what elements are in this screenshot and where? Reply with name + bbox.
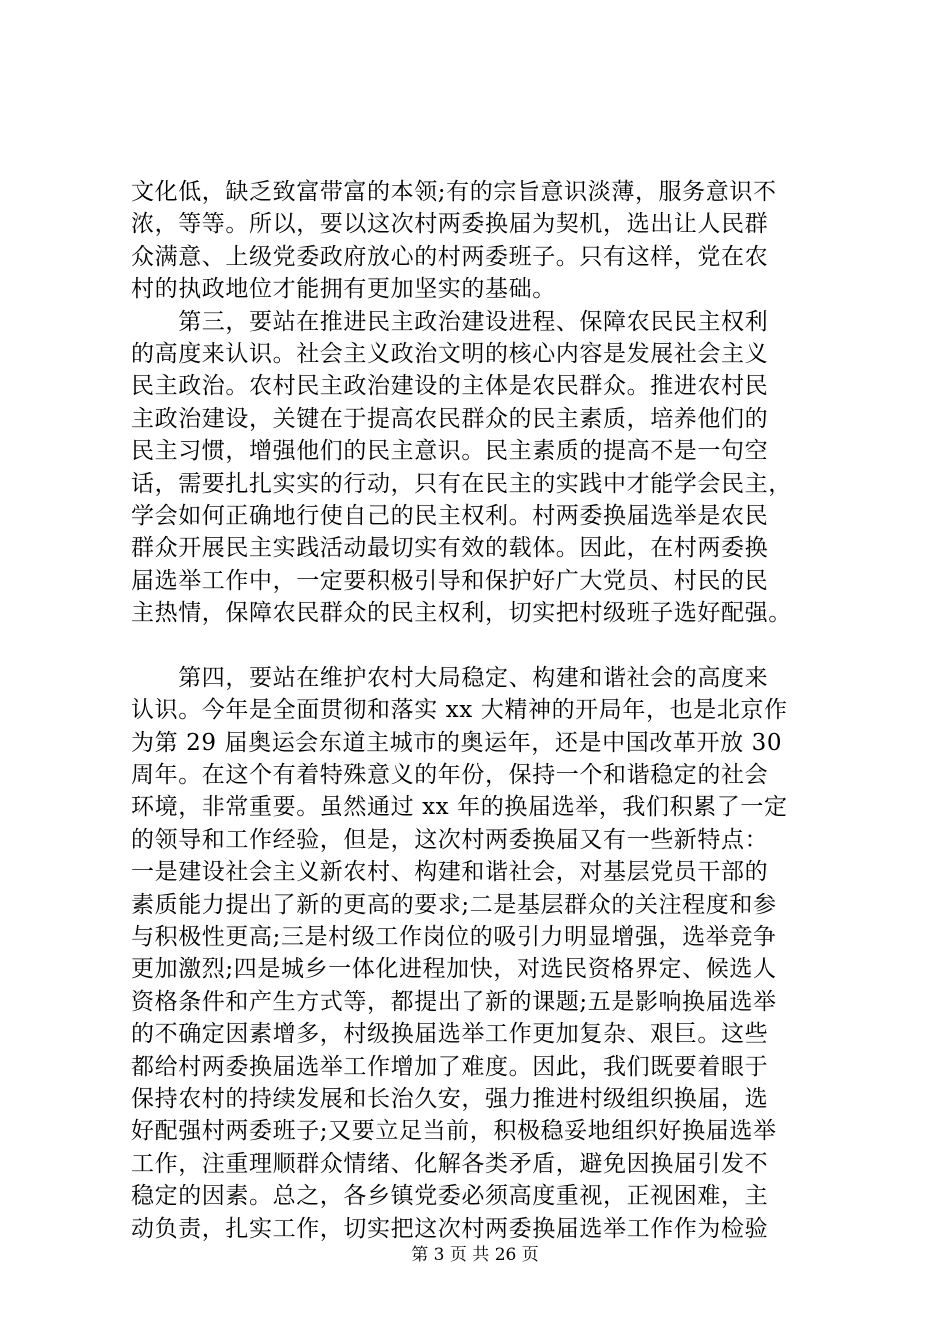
text-line: 与积极性更高;三是村级工作岗位的吸引力明显增强，选举竞争 — [131, 923, 777, 950]
text-line: 浓，等等。所以，要以这次村两委换届为契机，选出让人民群 — [131, 211, 769, 238]
text-line: 素质能力提出了新的更高的要求;二是基层群众的关注程度和参 — [131, 891, 777, 918]
text-line: 认识。今年是全面贯彻和落实 xx 大精神的开局年，也是北京作 — [131, 697, 788, 724]
text-line: 工作，注重理顺群众情绪、化解各类矛盾，避免因换届引发不 — [131, 1150, 769, 1177]
text-line: 主政治建设，关键在于提高农民群众的民主素质，培养他们的 — [131, 405, 769, 432]
text-line: 话，需要扎扎实实的行动，只有在民主的实践中才能学会民主， — [131, 470, 792, 497]
text-line: 民主政治。农村民主政治建设的主体是农民群众。推进农村民 — [131, 373, 769, 400]
text-line: 第三，要站在推进民主政治建设进程、保障农民民主权利 — [131, 308, 769, 335]
text-line: 为第 29 届奥运会东道主城市的奥运年，还是中国改革开放 30 — [131, 729, 783, 756]
text-line: 的领导和工作经验，但是，这次村两委换届又有一些新特点： — [131, 826, 769, 853]
text-line: 资格条件和产生方式等，都提出了新的课题;五是影响换届选举 — [131, 988, 777, 1015]
text-line: 的不确定因素增多，村级换届选举工作更加复杂、艰巨。这些 — [131, 1021, 769, 1048]
text-line: 都给村两委换届选举工作增加了难度。因此，我们既要着眼于 — [131, 1053, 769, 1080]
text-line: 保持农村的持续发展和长治久安，强力推进村级组织换届，选 — [131, 1085, 769, 1112]
text-line: 学会如何正确地行使自己的民主权利。村两委换届选举是农民 — [131, 502, 769, 529]
text-line: 的高度来认识。社会主义政治文明的核心内容是发展社会主义 — [131, 340, 769, 367]
text-line: 周年。在这个有着特殊意义的年份，保持一个和谐稳定的社会 — [131, 762, 769, 789]
page-number-footer: 第 3 页 共 26 页 — [411, 1245, 539, 1265]
text-line: 文化低，缺乏致富带富的本领;有的宗旨意识淡薄，服务意识不 — [131, 179, 777, 205]
text-line: 好配强村两委班子;又要立足当前，积极稳妥地组织好换届选举 — [131, 1118, 777, 1145]
text-line: 稳定的因素。总之，各乡镇党委必须高度重视，正视困难，主 — [131, 1183, 769, 1210]
text-line: 环境，非常重要。虽然通过 xx 年的换届选举，我们积累了一定 — [131, 794, 788, 821]
paragraph-gap — [131, 629, 851, 661]
text-line: 众满意、上级党委政府放心的村两委班子。只有这样，党在农 — [131, 243, 769, 270]
body-text — [131, 176, 851, 1245]
text-line: 民主习惯，增强他们的民主意识。民主素质的提高不是一句空 — [131, 438, 769, 465]
text-line: 主热情，保障农民群众的民主权利，切实把村级班子选好配强。 — [131, 600, 792, 627]
text-line: 届选举工作中，一定要积极引导和保护好广大党员、村民的民 — [131, 567, 769, 594]
text-line: 一是建设社会主义新农村、构建和谐社会，对基层党员干部的 — [131, 859, 769, 886]
text-line: 群众开展民主实践活动最切实有效的载体。因此，在村两委换 — [131, 535, 769, 562]
text-line: 动负责，扎实工作，切实把这次村两委换届选举工作作为检验 — [131, 1215, 769, 1242]
text-line: 更加激烈;四是城乡一体化进程加快，对选民资格界定、候选人 — [131, 956, 777, 983]
text-line: 村的执政地位才能拥有更加坚实的基础。 — [131, 276, 556, 303]
text-line: 第四，要站在维护农村大局稳定、构建和谐社会的高度来 — [131, 664, 769, 691]
